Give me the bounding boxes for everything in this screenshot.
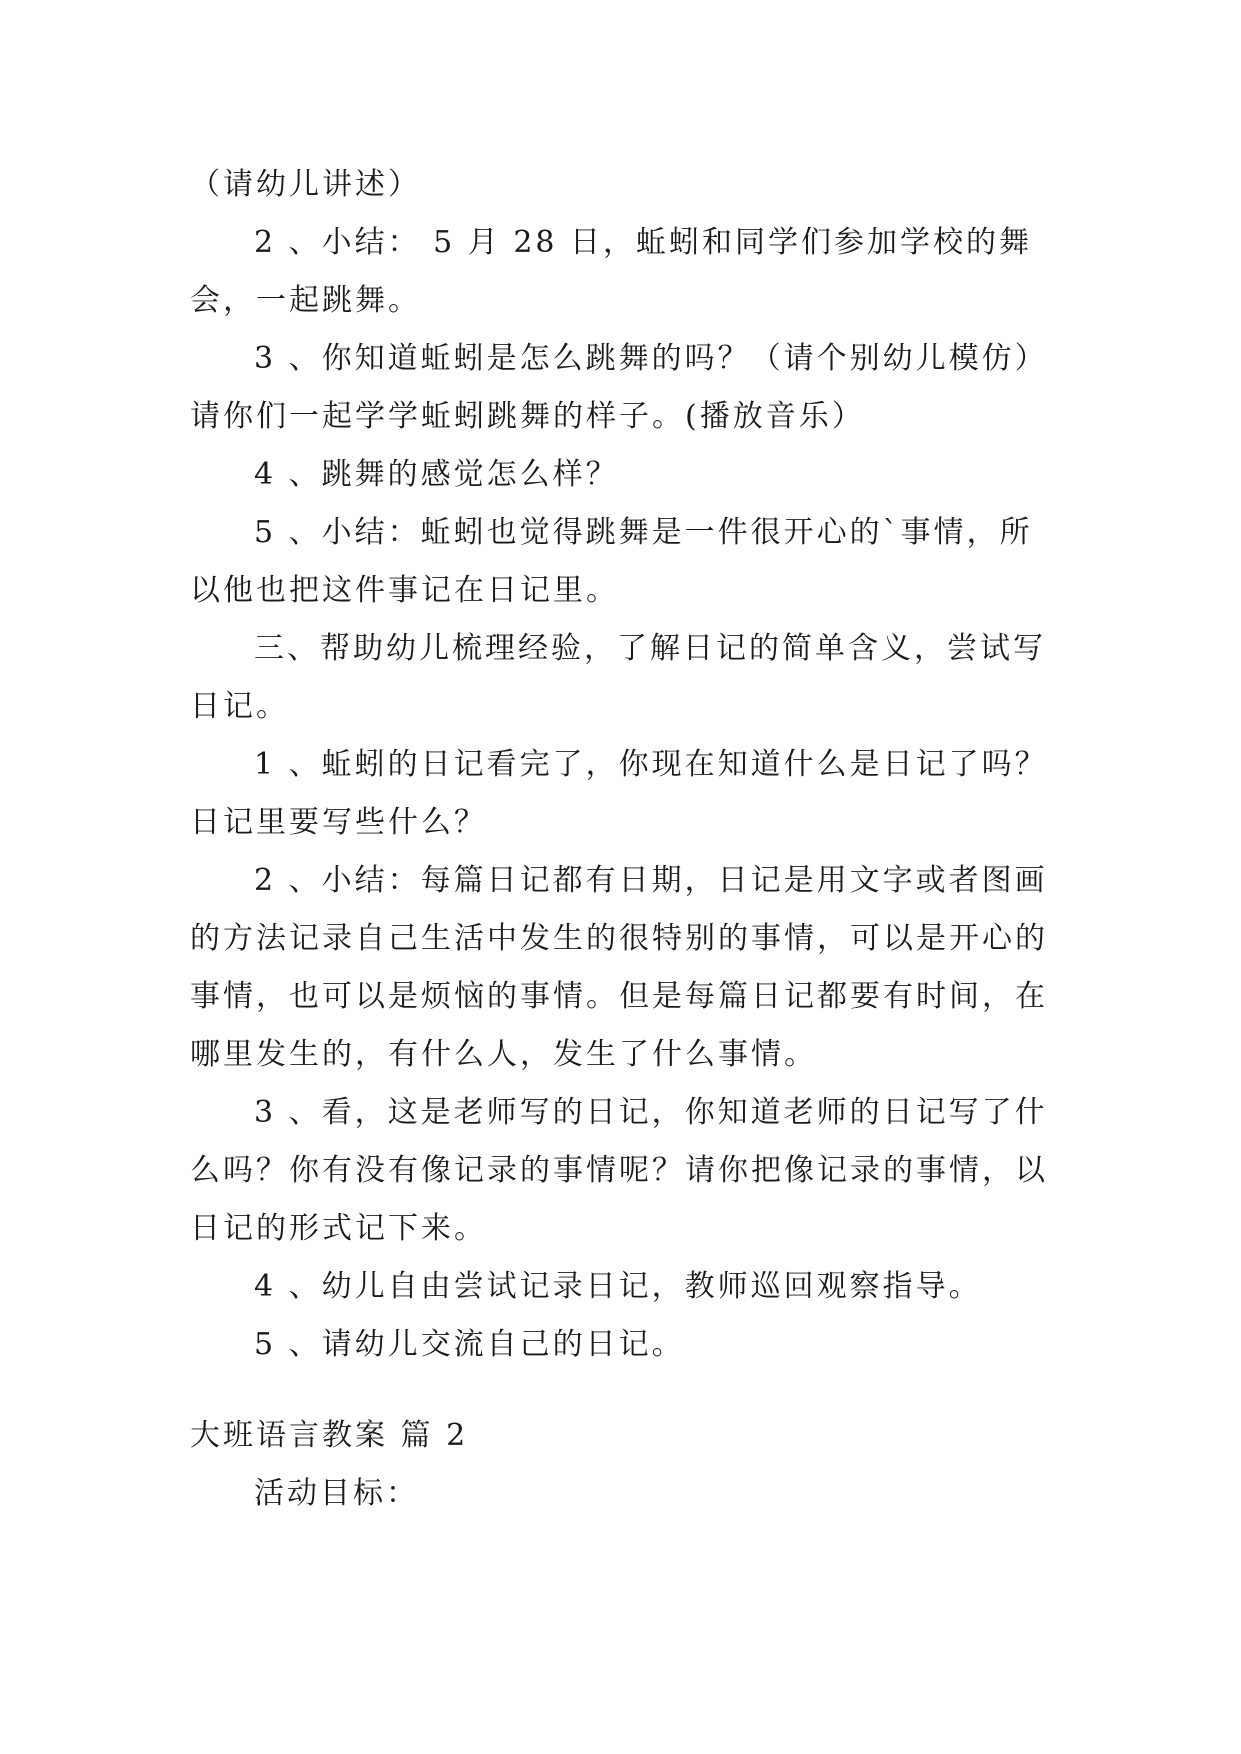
paragraph-line: 的方法记录自己生活中发生的很特别的事情，可以是开心的 <box>190 921 1048 956</box>
paragraph-line: 哪里发生的，有什么人，发生了什么事情。 <box>190 1037 817 1072</box>
paragraph-line: 4 、跳舞的感觉怎么样？ <box>254 457 619 492</box>
paragraph-line: 2 、小结： 5 月 28 日，蚯蚓和同学们参加学校的舞 <box>254 225 1033 260</box>
activity-goal-heading: 活动目标： <box>254 1476 419 1511</box>
paragraph-line: 5 、小结：蚯蚓也觉得跳舞是一件很开心的`事情，所 <box>254 515 1033 550</box>
paragraph-line: 5 、请幼儿交流自己的日记。 <box>254 1327 685 1362</box>
paragraph-line: 事情，也可以是烦恼的事情。但是每篇日记都要有时间，在 <box>190 979 1048 1014</box>
paragraph-line: 3 、你知道蚯蚓是怎么跳舞的吗？（请个别幼儿模仿） <box>254 341 1048 376</box>
paragraph-line: 4 、幼儿自由尝试记录日记，教师巡回观察指导。 <box>254 1269 982 1304</box>
paragraph-line: 以他也把这件事记在日记里。 <box>190 573 619 608</box>
paragraph-line: 日记里要写些什么？ <box>190 805 487 840</box>
paragraph-line: 会，一起跳舞。 <box>190 283 421 318</box>
paragraph-line: 3 、看，这是老师写的日记，你知道老师的日记写了什 <box>254 1095 1048 1130</box>
document-body <box>190 156 1050 1523</box>
paragraph-line: 么吗？你有没有像记录的事情呢？请你把像记录的事情，以 <box>190 1153 1048 1188</box>
paragraph-line: 1 、蚯蚓的日记看完了，你现在知道什么是日记了吗？ <box>254 747 1048 782</box>
paragraph-line: （请幼儿讲述） <box>190 167 421 202</box>
paragraph-line: 日记。 <box>190 689 289 724</box>
paragraph-line: 请你们一起学学蚯蚓跳舞的样子。(播放音乐） <box>190 399 865 434</box>
section-gap <box>190 1374 1050 1407</box>
section-heading: 大班语言教案 篇 2 <box>190 1418 469 1453</box>
paragraph-line: 2 、小结：每篇日记都有日期，日记是用文字或者图画 <box>254 863 1048 898</box>
paragraph-line: 三、帮助幼儿梳理经验，了解日记的简单含义，尝试写 <box>254 631 1046 666</box>
paragraph-line: 日记的形式记下来。 <box>190 1211 487 1246</box>
